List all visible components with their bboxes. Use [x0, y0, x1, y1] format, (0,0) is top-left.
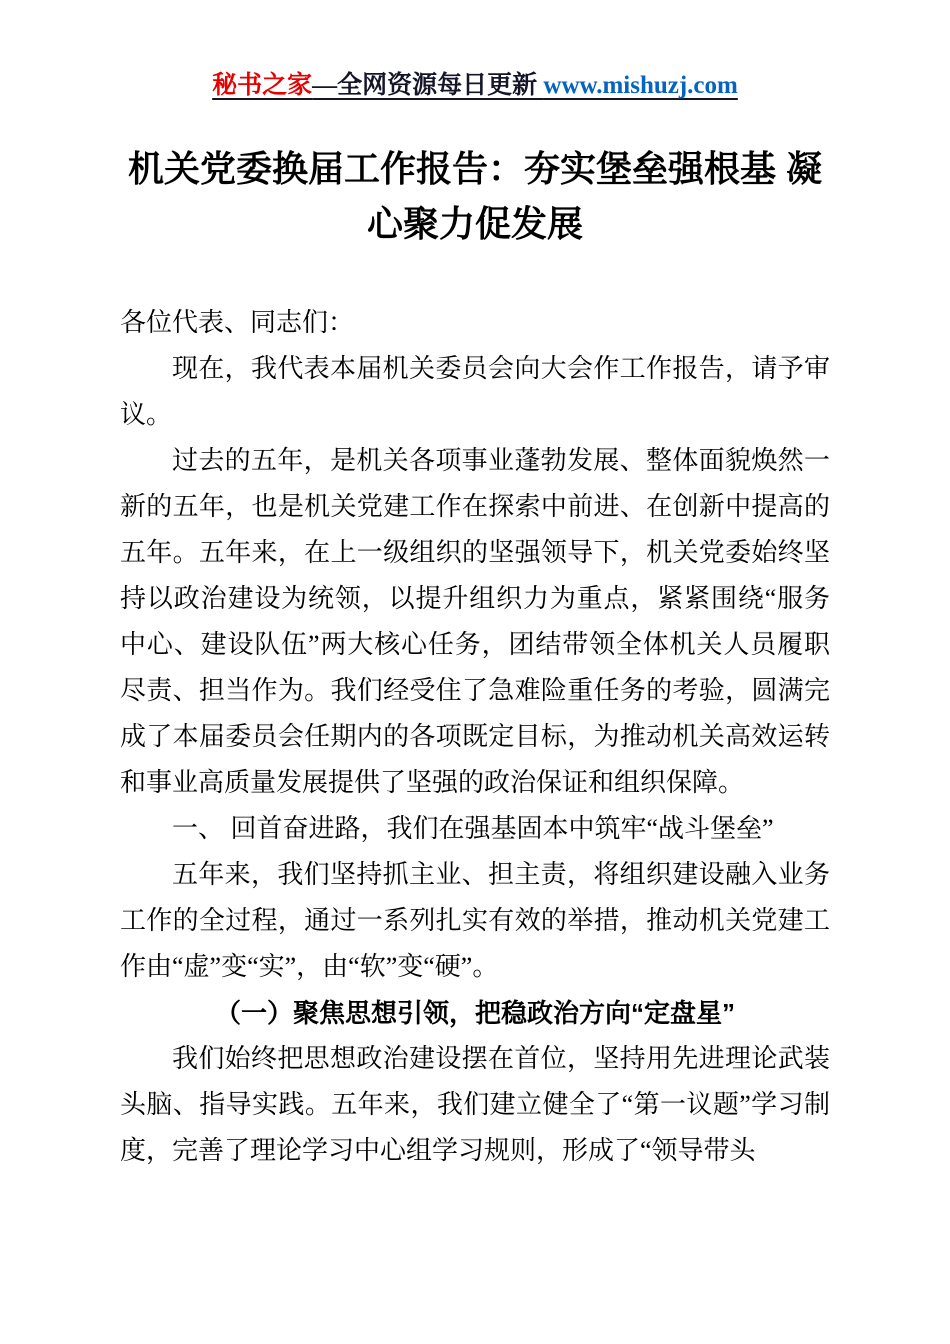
document-title: 机关党委换届工作报告：夯实堡垒强根基 凝心聚力促发展 — [127, 147, 822, 245]
section-heading-1: 一、 回首奋进路，我们在强基固本中筑牢“战斗堡垒” — [172, 814, 774, 844]
paragraph-subsection-1: 我们始终把思想政治建设摆在首位，坚持用先进理论武装头脑、指导实践。五年来，我们建立健全了“第一议题”学习制度，完善了理论学习中心组学习规则，形成了“领导带头 — [120, 1044, 830, 1166]
salutation: 各位代表、同志们： — [120, 308, 355, 338]
page-header — [120, 70, 830, 103]
site-tagline: —全网资源每日更新 — [312, 72, 544, 99]
paragraph-intro: 现在，我代表本届机关委员会向大会作工作报告，请予审议。 — [120, 354, 830, 430]
site-url-link[interactable]: www.mishuzj.com — [543, 72, 738, 99]
subsection-heading-1: （一）聚焦思想引领，把稳政治方向“定盘星” — [214, 998, 735, 1029]
site-brand: 秘书之家 — [212, 72, 313, 99]
document-body — [120, 300, 830, 1174]
paragraph-overview: 过去的五年，是机关各项事业蓬勃发展、整体面貌焕然一新的五年，也是机关党建工作在探索中前进、在创新中提高的五年。五年来，在上一级组织的坚强领导下，机关党委始终坚持以政治建设为统领，以提升组织力为重点，紧紧围绕“服务中心、建设队伍”两大核心任务，团结带领全体机关人员履职尽责、担当作为。我们经受住了急难险重任务的考验，圆满完成了本届委员会任期内的各项既定目标，为推动机关高效运转和事业高质量发展提供了坚强的政治保证和组织保障。 — [120, 446, 830, 798]
paragraph-section-1: 五年来，我们坚持抓主业、担主责，将组织建设融入业务工作的全过程，通过一系列扎实有效的举措，推动机关党建工作由“虚”变“实”，由“软”变“硬”。 — [120, 860, 830, 982]
header-underline-wrap — [212, 72, 738, 99]
